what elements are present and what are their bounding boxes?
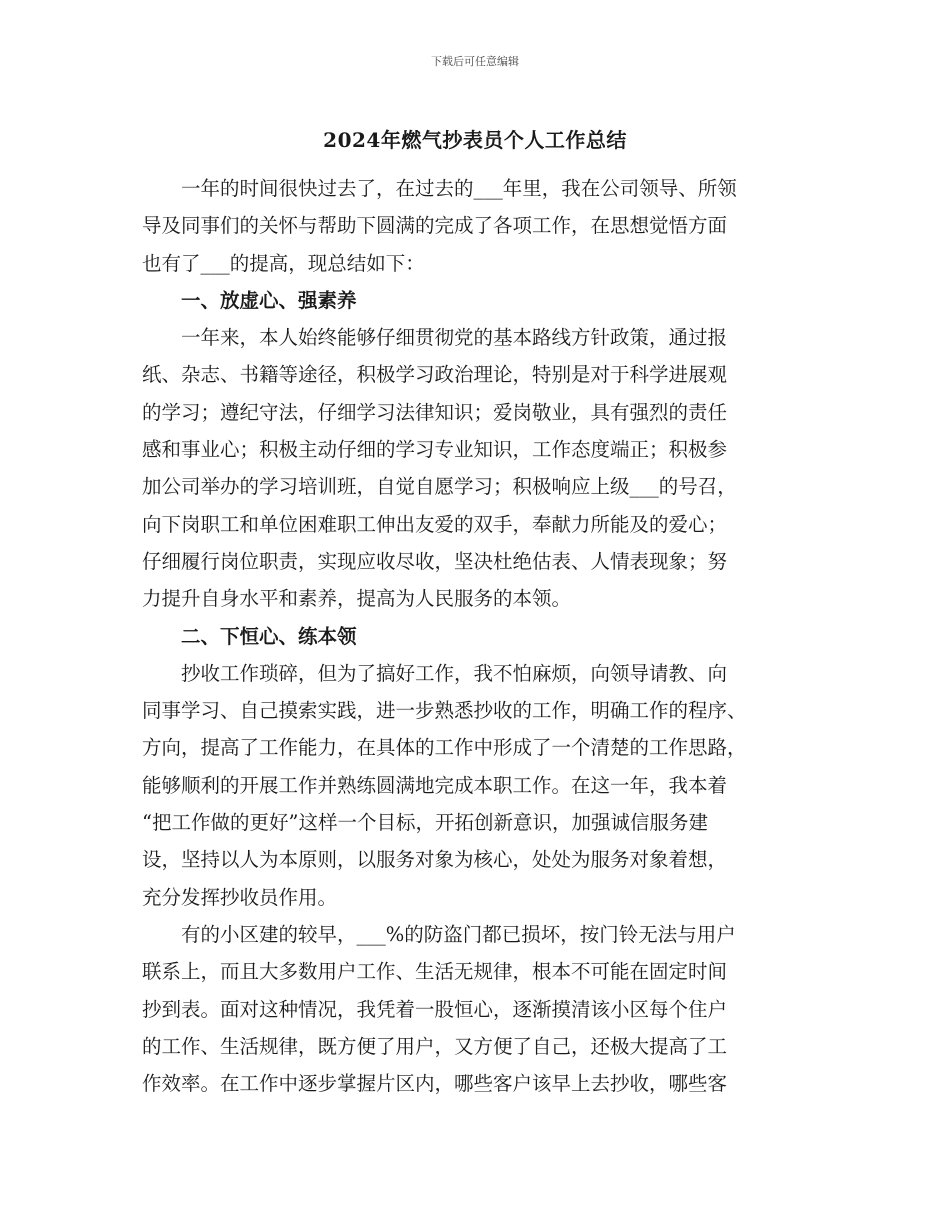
paragraph-line: 仔细履行岗位职责，实现应收尽收，坚决杜绝估表、人情表现象；努 (142, 549, 728, 573)
paragraph-line: 导及同事们的关怀与帮助下圆满的完成了各项工作，在思想觉悟方面 (142, 214, 728, 238)
paragraph-line: 纸、杂志、书籍等途径，积极学习政治理论，特别是对于科学进展观 (142, 363, 728, 387)
paragraph-line: 联系上，而且大多数用户工作、生活无规律，根本不可能在固定时间 (142, 960, 728, 984)
paragraph-line: 作效率。在工作中逐步掌握片区内，哪些客户该早上去抄收，哪些客 (142, 1072, 728, 1096)
paragraph-line: 抄到表。面对这种情况，我凭着一股恒心，逐渐摸清该小区每个住户 (142, 997, 728, 1021)
paragraph-line: 的工作、生活规律，既方便了用户，又方便了自己，还极大提高了工 (142, 1034, 728, 1058)
paragraph-line: “把工作做的更好”这样一个目标，开拓创新意识，加强诚信服务建 (142, 811, 708, 835)
paragraph-line: 同事学习、自己摸索实践，进一步熟悉抄收的工作，明确工作的程序、 (142, 699, 747, 723)
document-body (142, 170, 812, 1102)
paragraph-line: 充分发挥抄收员作用。 (142, 885, 338, 909)
paragraph-line: 方向，提高了工作能力，在具体的工作中形成了一个清楚的工作思路， (142, 736, 747, 760)
paragraph-line: 有的小区建的较早，___%的防盗门都已损坏，按门铃无法与用户 (142, 922, 736, 946)
paragraph-line: 能够顺利的开展工作并熟练圆满地完成本职工作。在这一年，我本着 (142, 773, 728, 797)
section-heading: 二、下恒心、练本领 (142, 624, 357, 648)
paragraph-line: 的学习；遵纪守法，仔细学习法律知识；爱岗敬业，具有强烈的责任 (142, 400, 728, 424)
section-heading: 一、放虚心、强素养 (142, 288, 357, 312)
document-title: 2024年燃气抄表员个人工作总结 (323, 128, 627, 152)
paragraph-line: 也有了___的提高，现总结如下： (142, 251, 425, 275)
paragraph-line: 加公司举办的学习培训班，自觉自愿学习；积极响应上级___的号召， (142, 475, 737, 499)
paragraph-line: 力提升自身水平和素养，提高为人民服务的本领。 (142, 587, 572, 611)
paragraph-line: 抄收工作琐碎，但为了搞好工作，我不怕麻烦，向领导请教、向 (142, 661, 728, 685)
header-note: 下载后可任意编辑 (431, 55, 519, 68)
paragraph-line: 向下岗职工和单位困难职工伸出友爱的双手，奉献力所能及的爱心； (142, 512, 728, 536)
paragraph-line: 感和事业心；积极主动仔细的学习专业知识，工作态度端正；积极参 (142, 438, 728, 462)
paragraph-line: 一年来，本人始终能够仔细贯彻党的基本路线方针政策，通过报 (142, 326, 728, 350)
paragraph-line: 设，坚持以人为本原则，以服务对象为核心，处处为服务对象着想， (142, 848, 728, 872)
paragraph-line: 一年的时间很快过去了，在过去的___年里，我在公司领导、所领 (142, 177, 737, 200)
